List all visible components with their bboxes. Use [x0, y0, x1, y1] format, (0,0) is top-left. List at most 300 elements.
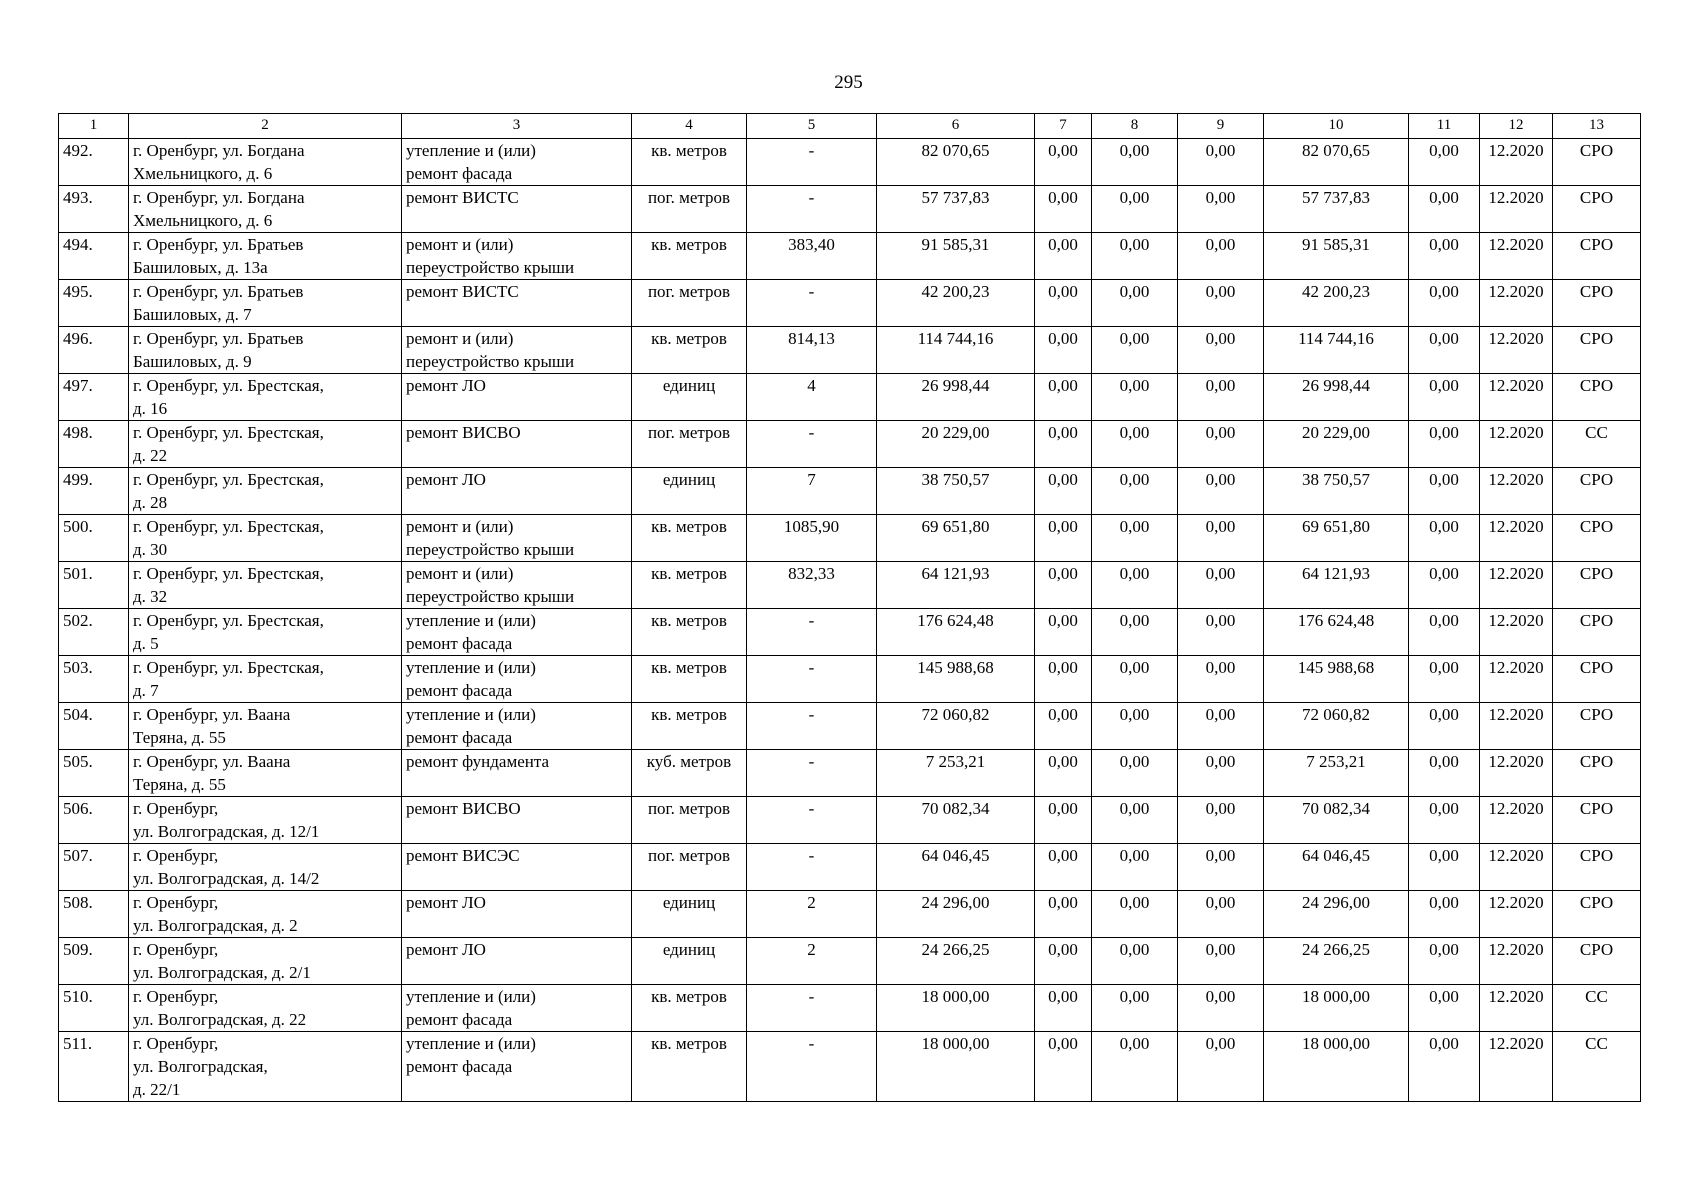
table-row [59, 139, 1641, 186]
cell-line: ремонт ЛО [406, 893, 486, 912]
value-cell-c10: 7 253,21 [1264, 750, 1409, 797]
unit-cell: пог. метров [632, 844, 747, 891]
row-number: 494. [59, 233, 129, 280]
value-cell-c12: 12.2020 [1480, 938, 1553, 985]
cell-line: г. Оренбург, [133, 893, 219, 912]
value-cell-c9: 0,00 [1178, 656, 1264, 703]
value-cell-c9: 0,00 [1178, 421, 1264, 468]
value-cell-c5: - [747, 609, 877, 656]
table-row [59, 797, 1641, 844]
value-cell-c9: 0,00 [1178, 374, 1264, 421]
unit-cell: кв. метров [632, 1032, 747, 1102]
value-cell-c8: 0,00 [1092, 703, 1178, 750]
row-number: 496. [59, 327, 129, 374]
row-number: 502. [59, 609, 129, 656]
cell-line: переустройство крыши [406, 258, 575, 277]
value-cell-c9: 0,00 [1178, 844, 1264, 891]
method-cell: СРО [1553, 233, 1641, 280]
cell-line: д. 7 [133, 681, 159, 700]
value-cell-c9: 0,00 [1178, 515, 1264, 562]
value-cell-c7: 0,00 [1035, 186, 1092, 233]
value-cell-c11: 0,00 [1409, 280, 1480, 327]
table-row [59, 468, 1641, 515]
cell-line: ул. Волгоградская, д. 14/2 [133, 869, 320, 888]
value-cell-c6: 72 060,82 [877, 703, 1035, 750]
cell-line: г. Оренбург, ул. Братьев [133, 282, 304, 301]
work-type-cell [402, 797, 632, 844]
method-cell: СРО [1553, 327, 1641, 374]
unit-cell: кв. метров [632, 562, 747, 609]
work-type-cell [402, 327, 632, 374]
value-cell-c7: 0,00 [1035, 703, 1092, 750]
cell-line: д. 22/1 [133, 1080, 181, 1099]
value-cell-c12: 12.2020 [1480, 797, 1553, 844]
value-cell-c11: 0,00 [1409, 1032, 1480, 1102]
cell-line: ремонт ЛО [406, 376, 486, 395]
value-cell-c7: 0,00 [1035, 421, 1092, 468]
value-cell-c8: 0,00 [1092, 1032, 1178, 1102]
unit-cell: единиц [632, 938, 747, 985]
value-cell-c10: 69 651,80 [1264, 515, 1409, 562]
value-cell-c9: 0,00 [1178, 233, 1264, 280]
value-cell-c5: 7 [747, 468, 877, 515]
method-cell: СС [1553, 421, 1641, 468]
cell-line: г. Оренбург, ул. Брестская, [133, 658, 324, 677]
cell-line: Хмельницкого, д. 6 [133, 164, 273, 183]
cell-line: Хмельницкого, д. 6 [133, 211, 273, 230]
row-number: 506. [59, 797, 129, 844]
value-cell-c12: 12.2020 [1480, 139, 1553, 186]
cell-line: г. Оренбург, [133, 987, 219, 1006]
address-cell [129, 797, 402, 844]
value-cell-c8: 0,00 [1092, 233, 1178, 280]
method-cell: СРО [1553, 609, 1641, 656]
value-cell-c9: 0,00 [1178, 468, 1264, 515]
cell-line: утепление и (или) [406, 658, 536, 677]
value-cell-c7: 0,00 [1035, 609, 1092, 656]
cell-line: Башиловых, д. 7 [133, 305, 252, 324]
value-cell-c6: 42 200,23 [877, 280, 1035, 327]
work-type-cell [402, 562, 632, 609]
header-row [59, 114, 1641, 139]
cell-line: д. 16 [133, 399, 168, 418]
cell-line: ремонт фундамента [406, 752, 550, 771]
unit-cell: кв. метров [632, 327, 747, 374]
unit-cell: пог. метров [632, 797, 747, 844]
value-cell-c12: 12.2020 [1480, 468, 1553, 515]
value-cell-c11: 0,00 [1409, 562, 1480, 609]
cell-line: Теряна, д. 55 [133, 775, 226, 794]
work-type-cell [402, 468, 632, 515]
unit-cell: единиц [632, 891, 747, 938]
value-cell-c6: 57 737,83 [877, 186, 1035, 233]
table-row [59, 374, 1641, 421]
value-cell-c9: 0,00 [1178, 985, 1264, 1032]
value-cell-c7: 0,00 [1035, 515, 1092, 562]
value-cell-c10: 91 585,31 [1264, 233, 1409, 280]
method-cell: СРО [1553, 374, 1641, 421]
value-cell-c10: 145 988,68 [1264, 656, 1409, 703]
value-cell-c7: 0,00 [1035, 844, 1092, 891]
value-cell-c6: 38 750,57 [877, 468, 1035, 515]
value-cell-c6: 20 229,00 [877, 421, 1035, 468]
value-cell-c5: 814,13 [747, 327, 877, 374]
value-cell-c7: 0,00 [1035, 233, 1092, 280]
value-cell-c8: 0,00 [1092, 891, 1178, 938]
unit-cell: пог. метров [632, 186, 747, 233]
value-cell-c11: 0,00 [1409, 938, 1480, 985]
column-header: 13 [1553, 114, 1641, 139]
value-cell-c10: 18 000,00 [1264, 985, 1409, 1032]
value-cell-c7: 0,00 [1035, 327, 1092, 374]
value-cell-c10: 82 070,65 [1264, 139, 1409, 186]
cell-line: ремонт и (или) [406, 235, 514, 254]
method-cell: СРО [1553, 562, 1641, 609]
value-cell-c12: 12.2020 [1480, 750, 1553, 797]
table-row [59, 186, 1641, 233]
unit-cell: пог. метров [632, 421, 747, 468]
row-number: 504. [59, 703, 129, 750]
cell-line: ремонт ВИСВО [406, 799, 521, 818]
work-type-cell [402, 1032, 632, 1102]
address-cell [129, 421, 402, 468]
cell-line: г. Оренбург, ул. Ваана [133, 752, 291, 771]
value-cell-c8: 0,00 [1092, 609, 1178, 656]
value-cell-c11: 0,00 [1409, 233, 1480, 280]
value-cell-c11: 0,00 [1409, 515, 1480, 562]
value-cell-c12: 12.2020 [1480, 327, 1553, 374]
work-type-cell [402, 703, 632, 750]
work-type-cell [402, 421, 632, 468]
value-cell-c9: 0,00 [1178, 938, 1264, 985]
address-cell [129, 186, 402, 233]
address-cell [129, 891, 402, 938]
method-cell: СРО [1553, 139, 1641, 186]
column-header: 8 [1092, 114, 1178, 139]
value-cell-c11: 0,00 [1409, 891, 1480, 938]
value-cell-c6: 24 296,00 [877, 891, 1035, 938]
value-cell-c12: 12.2020 [1480, 562, 1553, 609]
address-cell [129, 468, 402, 515]
address-cell [129, 938, 402, 985]
value-cell-c9: 0,00 [1178, 186, 1264, 233]
value-cell-c10: 38 750,57 [1264, 468, 1409, 515]
cell-line: г. Оренбург, ул. Брестская, [133, 376, 324, 395]
table-row [59, 938, 1641, 985]
value-cell-c8: 0,00 [1092, 562, 1178, 609]
row-number: 509. [59, 938, 129, 985]
row-number: 505. [59, 750, 129, 797]
unit-cell: кв. метров [632, 609, 747, 656]
value-cell-c9: 0,00 [1178, 750, 1264, 797]
row-number: 492. [59, 139, 129, 186]
value-cell-c12: 12.2020 [1480, 515, 1553, 562]
table-row [59, 280, 1641, 327]
value-cell-c5: 383,40 [747, 233, 877, 280]
row-number: 493. [59, 186, 129, 233]
work-type-cell [402, 374, 632, 421]
work-type-cell [402, 515, 632, 562]
method-cell: СРО [1553, 515, 1641, 562]
cell-line: переустройство крыши [406, 540, 575, 559]
table-row [59, 844, 1641, 891]
unit-cell: кв. метров [632, 515, 747, 562]
value-cell-c9: 0,00 [1178, 609, 1264, 656]
value-cell-c7: 0,00 [1035, 280, 1092, 327]
cell-line: г. Оренбург, ул. Брестская, [133, 470, 324, 489]
unit-cell: пог. метров [632, 280, 747, 327]
value-cell-c10: 176 624,48 [1264, 609, 1409, 656]
value-cell-c12: 12.2020 [1480, 421, 1553, 468]
value-cell-c12: 12.2020 [1480, 233, 1553, 280]
value-cell-c7: 0,00 [1035, 468, 1092, 515]
row-number: 495. [59, 280, 129, 327]
value-cell-c11: 0,00 [1409, 844, 1480, 891]
column-header: 10 [1264, 114, 1409, 139]
value-cell-c10: 20 229,00 [1264, 421, 1409, 468]
address-cell [129, 656, 402, 703]
method-cell: СС [1553, 1032, 1641, 1102]
unit-cell: единиц [632, 468, 747, 515]
value-cell-c12: 12.2020 [1480, 703, 1553, 750]
value-cell-c12: 12.2020 [1480, 374, 1553, 421]
row-number: 497. [59, 374, 129, 421]
work-type-cell [402, 985, 632, 1032]
table-body [59, 139, 1641, 1102]
cell-line: г. Оренбург, ул. Брестская, [133, 611, 324, 630]
unit-cell: куб. метров [632, 750, 747, 797]
value-cell-c5: 2 [747, 938, 877, 985]
value-cell-c8: 0,00 [1092, 750, 1178, 797]
value-cell-c5: - [747, 797, 877, 844]
value-cell-c6: 176 624,48 [877, 609, 1035, 656]
value-cell-c7: 0,00 [1035, 1032, 1092, 1102]
value-cell-c5: - [747, 421, 877, 468]
method-cell: СРО [1553, 468, 1641, 515]
value-cell-c6: 70 082,34 [877, 797, 1035, 844]
value-cell-c10: 114 744,16 [1264, 327, 1409, 374]
method-cell: СРО [1553, 186, 1641, 233]
value-cell-c11: 0,00 [1409, 750, 1480, 797]
cell-line: д. 30 [133, 540, 168, 559]
value-cell-c11: 0,00 [1409, 797, 1480, 844]
address-cell [129, 139, 402, 186]
cell-line: ремонт фасада [406, 681, 513, 700]
cell-line: г. Оренбург, ул. Брестская, [133, 423, 324, 442]
value-cell-c9: 0,00 [1178, 562, 1264, 609]
cell-line: ул. Волгоградская, [133, 1057, 268, 1076]
address-cell [129, 515, 402, 562]
repair-table [58, 113, 1641, 1102]
row-number: 510. [59, 985, 129, 1032]
value-cell-c11: 0,00 [1409, 139, 1480, 186]
value-cell-c5: 1085,90 [747, 515, 877, 562]
value-cell-c6: 7 253,21 [877, 750, 1035, 797]
value-cell-c11: 0,00 [1409, 703, 1480, 750]
cell-line: г. Оренбург, ул. Богдана [133, 188, 305, 207]
value-cell-c8: 0,00 [1092, 515, 1178, 562]
value-cell-c8: 0,00 [1092, 374, 1178, 421]
address-cell [129, 562, 402, 609]
column-header: 4 [632, 114, 747, 139]
table-row [59, 1032, 1641, 1102]
value-cell-c9: 0,00 [1178, 797, 1264, 844]
value-cell-c5: - [747, 1032, 877, 1102]
cell-line: утепление и (или) [406, 705, 536, 724]
value-cell-c9: 0,00 [1178, 280, 1264, 327]
value-cell-c6: 18 000,00 [877, 1032, 1035, 1102]
value-cell-c12: 12.2020 [1480, 280, 1553, 327]
work-type-cell [402, 186, 632, 233]
value-cell-c10: 18 000,00 [1264, 1032, 1409, 1102]
work-type-cell [402, 938, 632, 985]
cell-line: переустройство крыши [406, 352, 575, 371]
value-cell-c9: 0,00 [1178, 891, 1264, 938]
cell-line: утепление и (или) [406, 141, 536, 160]
cell-line: Башиловых, д. 9 [133, 352, 252, 371]
cell-line: ремонт ВИСТС [406, 188, 519, 207]
cell-line: ремонт ВИСТС [406, 282, 519, 301]
row-number: 507. [59, 844, 129, 891]
method-cell: СС [1553, 985, 1641, 1032]
value-cell-c5: 2 [747, 891, 877, 938]
cell-line: ремонт фасада [406, 1057, 513, 1076]
cell-line: г. Оренбург, ул. Братьев [133, 235, 304, 254]
value-cell-c8: 0,00 [1092, 797, 1178, 844]
cell-line: ул. Волгоградская, д. 12/1 [133, 822, 320, 841]
row-number: 508. [59, 891, 129, 938]
value-cell-c8: 0,00 [1092, 327, 1178, 374]
value-cell-c7: 0,00 [1035, 139, 1092, 186]
cell-line: ремонт фасада [406, 164, 513, 183]
address-cell [129, 703, 402, 750]
value-cell-c6: 114 744,16 [877, 327, 1035, 374]
value-cell-c6: 64 046,45 [877, 844, 1035, 891]
column-header: 2 [129, 114, 402, 139]
column-header: 5 [747, 114, 877, 139]
cell-line: Теряна, д. 55 [133, 728, 226, 747]
cell-line: переустройство крыши [406, 587, 575, 606]
value-cell-c9: 0,00 [1178, 1032, 1264, 1102]
value-cell-c6: 69 651,80 [877, 515, 1035, 562]
value-cell-c8: 0,00 [1092, 421, 1178, 468]
address-cell [129, 609, 402, 656]
value-cell-c8: 0,00 [1092, 186, 1178, 233]
value-cell-c11: 0,00 [1409, 468, 1480, 515]
cell-line: ремонт фасада [406, 1010, 513, 1029]
value-cell-c9: 0,00 [1178, 139, 1264, 186]
value-cell-c10: 24 266,25 [1264, 938, 1409, 985]
row-number: 500. [59, 515, 129, 562]
value-cell-c10: 70 082,34 [1264, 797, 1409, 844]
value-cell-c7: 0,00 [1035, 891, 1092, 938]
cell-line: ремонт ВИСЭС [406, 846, 520, 865]
value-cell-c5: - [747, 750, 877, 797]
value-cell-c7: 0,00 [1035, 656, 1092, 703]
cell-line: г. Оренбург, [133, 940, 219, 959]
unit-cell: кв. метров [632, 656, 747, 703]
value-cell-c10: 64 046,45 [1264, 844, 1409, 891]
value-cell-c5: - [747, 186, 877, 233]
column-header: 3 [402, 114, 632, 139]
value-cell-c8: 0,00 [1092, 139, 1178, 186]
column-header: 9 [1178, 114, 1264, 139]
value-cell-c6: 82 070,65 [877, 139, 1035, 186]
address-cell [129, 280, 402, 327]
value-cell-c5: - [747, 844, 877, 891]
cell-line: ремонт ВИСВО [406, 423, 521, 442]
table-row [59, 421, 1641, 468]
cell-line: ремонт и (или) [406, 329, 514, 348]
value-cell-c8: 0,00 [1092, 938, 1178, 985]
value-cell-c8: 0,00 [1092, 280, 1178, 327]
address-cell [129, 985, 402, 1032]
method-cell: СРО [1553, 280, 1641, 327]
value-cell-c7: 0,00 [1035, 797, 1092, 844]
value-cell-c12: 12.2020 [1480, 891, 1553, 938]
value-cell-c6: 64 121,93 [877, 562, 1035, 609]
row-number: 501. [59, 562, 129, 609]
value-cell-c11: 0,00 [1409, 656, 1480, 703]
cell-line: утепление и (или) [406, 1034, 536, 1053]
value-cell-c11: 0,00 [1409, 421, 1480, 468]
row-number: 499. [59, 468, 129, 515]
table-row [59, 656, 1641, 703]
cell-line: ул. Волгоградская, д. 22 [133, 1010, 307, 1029]
cell-line: ул. Волгоградская, д. 2 [133, 916, 298, 935]
cell-line: ремонт и (или) [406, 517, 514, 536]
column-header: 6 [877, 114, 1035, 139]
cell-line: ремонт фасада [406, 728, 513, 747]
value-cell-c5: - [747, 139, 877, 186]
value-cell-c11: 0,00 [1409, 327, 1480, 374]
value-cell-c6: 91 585,31 [877, 233, 1035, 280]
value-cell-c8: 0,00 [1092, 844, 1178, 891]
table-row [59, 985, 1641, 1032]
unit-cell: кв. метров [632, 703, 747, 750]
value-cell-c6: 24 266,25 [877, 938, 1035, 985]
column-header: 12 [1480, 114, 1553, 139]
table-row [59, 233, 1641, 280]
column-header: 1 [59, 114, 129, 139]
cell-line: г. Оренбург, [133, 799, 219, 818]
value-cell-c6: 145 988,68 [877, 656, 1035, 703]
value-cell-c11: 0,00 [1409, 609, 1480, 656]
value-cell-c11: 0,00 [1409, 985, 1480, 1032]
method-cell: СРО [1553, 797, 1641, 844]
method-cell: СРО [1553, 844, 1641, 891]
cell-line: утепление и (или) [406, 987, 536, 1006]
cell-line: ремонт фасада [406, 634, 513, 653]
value-cell-c9: 0,00 [1178, 703, 1264, 750]
column-header: 7 [1035, 114, 1092, 139]
table-row [59, 515, 1641, 562]
value-cell-c8: 0,00 [1092, 985, 1178, 1032]
cell-line: ремонт ЛО [406, 940, 486, 959]
value-cell-c5: - [747, 656, 877, 703]
work-type-cell [402, 609, 632, 656]
cell-line: ремонт и (или) [406, 564, 514, 583]
cell-line: г. Оренбург, [133, 1034, 219, 1053]
column-header: 11 [1409, 114, 1480, 139]
cell-line: ул. Волгоградская, д. 2/1 [133, 963, 311, 982]
cell-line: д. 28 [133, 493, 168, 512]
value-cell-c12: 12.2020 [1480, 186, 1553, 233]
value-cell-c5: - [747, 280, 877, 327]
cell-line: Башиловых, д. 13а [133, 258, 268, 277]
work-type-cell [402, 750, 632, 797]
cell-line: г. Оренбург, [133, 846, 219, 865]
